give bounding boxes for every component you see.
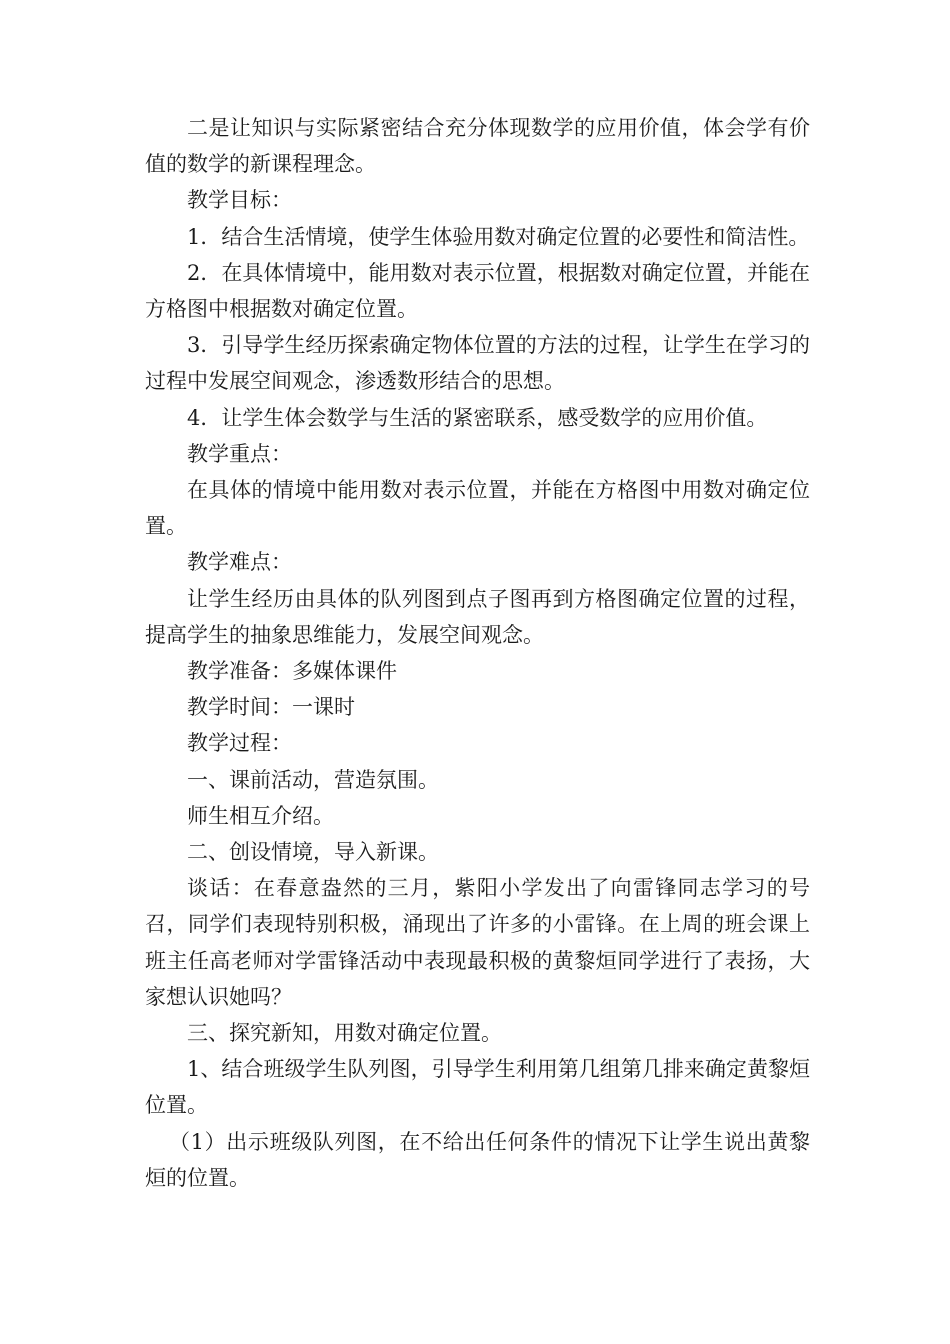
step-3-title: 三、探究新知，用数对确定位置。 bbox=[187, 1021, 502, 1046]
heading-process: 教学过程： bbox=[187, 731, 292, 756]
document-page bbox=[145, 110, 810, 1196]
goal-4: 4．让学生体会数学与生活的紧密联系，感受数学的应用价值。 bbox=[187, 405, 768, 430]
preparation: 教学准备：多媒体课件 bbox=[187, 659, 397, 684]
step-2-title: 二、创设情境，导入新课。 bbox=[187, 840, 439, 865]
paragraph-intro: 二是让知识与实际紧密结合充分体现数学的应用价值，体会学有价值的数学的新课程理念。 bbox=[145, 116, 810, 177]
step-3-item-1-sub-1: （1）出示班级队列图，在不给出任何条件的情况下让学生说出黄黎烜的位置。 bbox=[145, 1129, 810, 1190]
step-3-item-1: 1、结合班级学生队列图，引导学生利用第几组第几排来确定黄黎烜位置。 bbox=[145, 1057, 810, 1118]
goal-1: 1．结合生活情境，使学生体验用数对确定位置的必要性和简洁性。 bbox=[187, 224, 810, 249]
goal-3: 3．引导学生经历探索确定物体位置的方法的过程，让学生在学习的过程中发展空间观念，渗透数形结合的思想。 bbox=[145, 333, 810, 394]
teaching-time: 教学时间：一课时 bbox=[187, 695, 355, 720]
heading-key-points: 教学重点： bbox=[187, 441, 292, 466]
step-1-title: 一、课前活动，营造氛围。 bbox=[187, 767, 439, 792]
goal-2: 2．在具体情境中，能用数对表示位置，根据数对确定位置，并能在方格图中根据数对确定位置。 bbox=[145, 260, 810, 322]
step-2-talk: 谈话：在春意盎然的三月，紫阳小学发出了向雷锋同志学习的号召，同学们表现特别积极，涌现出了许多的小雷锋。在上周的班会课上班主任高老师对学雷锋活动中表现最积极的黄黎烜同学进行了表扬，大家想认识她吗？ bbox=[145, 876, 810, 1009]
heading-goals: 教学目标： bbox=[187, 188, 292, 213]
step-1-text: 师生相互介绍。 bbox=[187, 803, 334, 828]
key-points-text: 在具体的情境中能用数对表示位置，并能在方格图中用数对确定位置。 bbox=[145, 478, 810, 539]
difficulties-text: 让学生经历由具体的队列图到点子图再到方格图确定位置的过程，提高学生的抽象思维能力，发展空间观念。 bbox=[145, 586, 810, 647]
heading-difficulties: 教学难点： bbox=[187, 550, 292, 575]
